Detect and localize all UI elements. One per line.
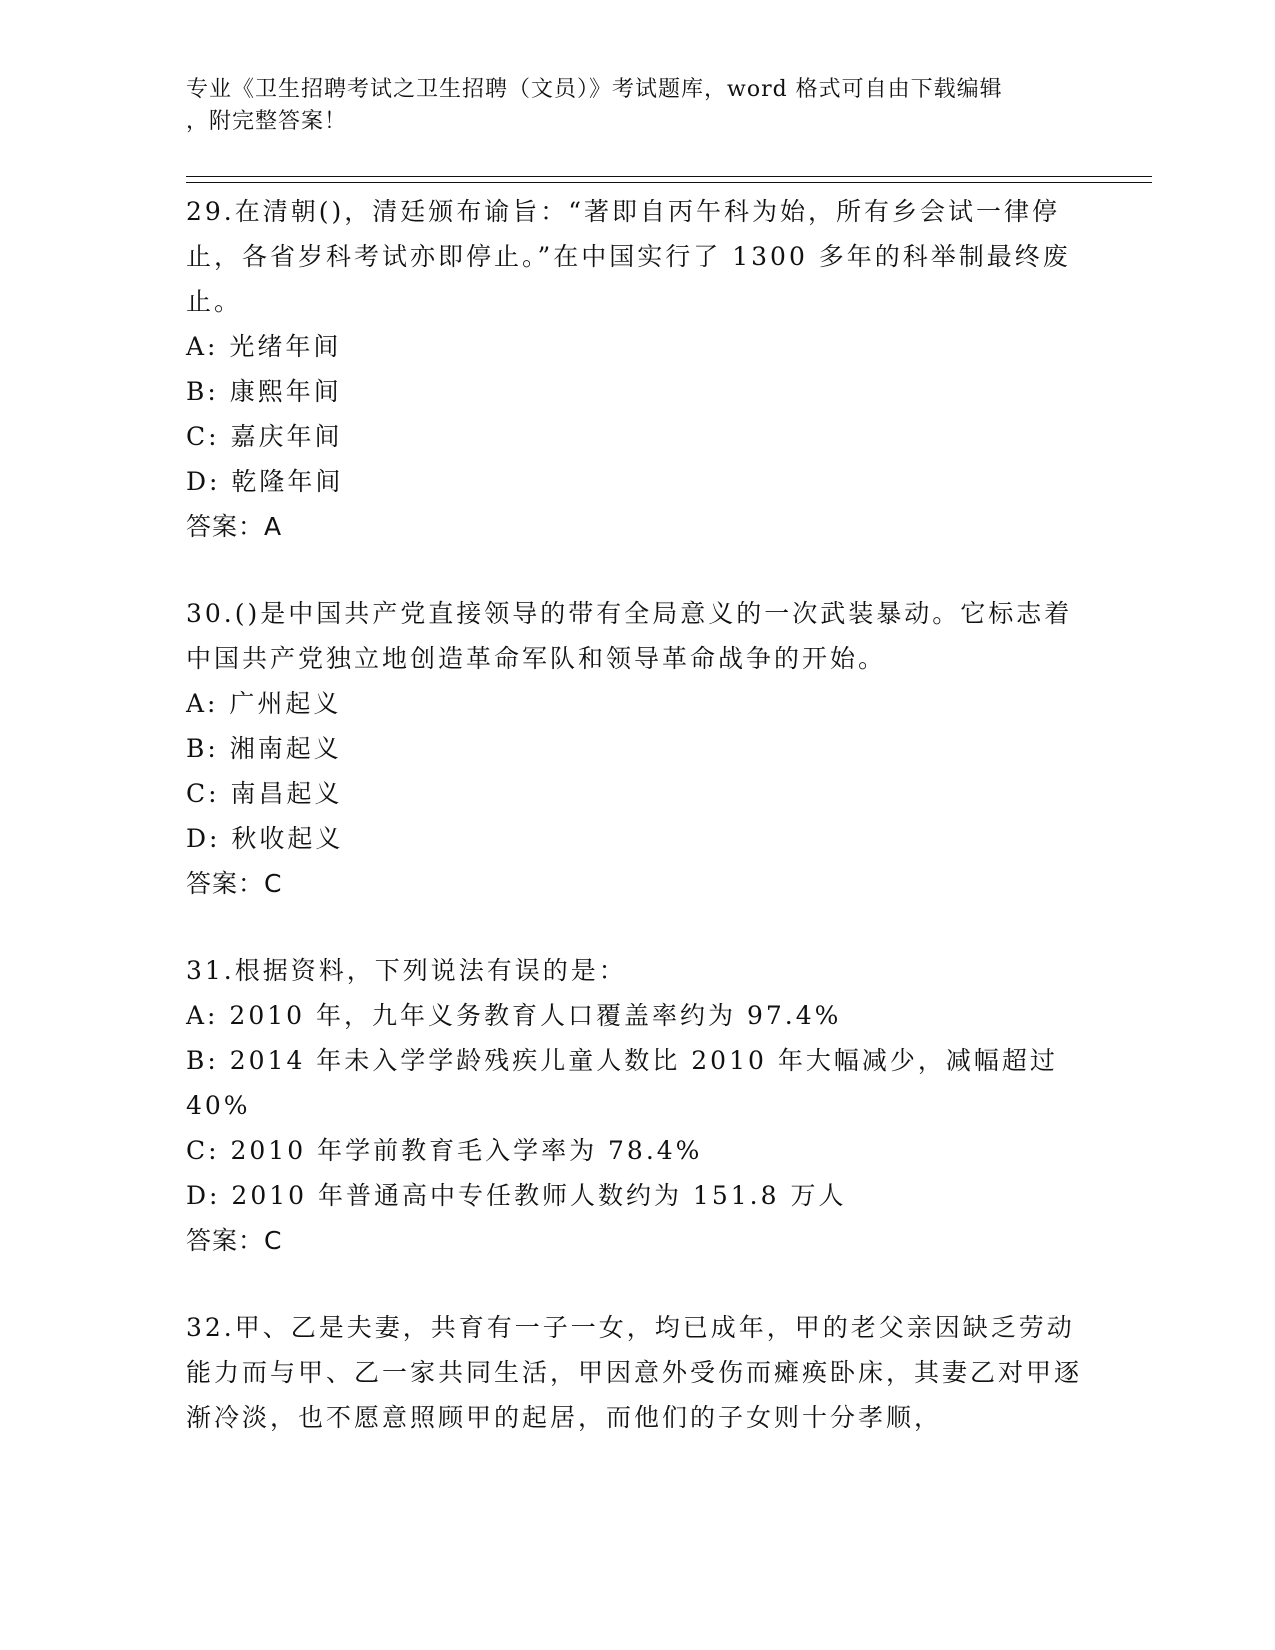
question-32: [186, 1305, 1086, 1440]
option-a: A: 光绪年间: [186, 332, 342, 361]
option-a: A: 2010 年，九年义务教育人口覆盖率约为 97.4%: [186, 1001, 842, 1030]
header-line-2: ，附完整答案！: [186, 109, 348, 134]
option-a: A: 广州起义: [186, 689, 342, 718]
question-31: [186, 948, 1086, 1263]
option-c: C: 南昌起义: [186, 779, 343, 808]
question-30: [186, 591, 1086, 906]
header-divider-top: [186, 176, 1152, 177]
option-d: D: 2010 年普通高中专任教师人数约为 151.8 万人: [186, 1181, 847, 1210]
question-29: [186, 189, 1086, 549]
answer: 答案：A: [186, 512, 283, 541]
option-c: C: 嘉庆年间: [186, 422, 343, 451]
question-text: 30.()是中国共产党直接领导的带有全局意义的一次武装暴动。它标志着中国共产党独立地创造革命军队和领导革命战争的开始。: [186, 599, 1073, 673]
document-header: [186, 74, 1086, 138]
header-line-1: 专业《卫生招聘考试之卫生招聘（文员）》考试题库，word 格式可自由下载编辑: [186, 77, 1003, 102]
question-text: 32.甲、乙是夫妻，共育有一子一女，均已成年，甲的老父亲因缺乏劳动能力而与甲、乙一家共同生活，甲因意外受伤而瘫痪卧床，其妻乙对甲逐渐冷淡，也不愿意照顾甲的起居，而他们的子女则十分孝顺，: [186, 1313, 1083, 1432]
option-b: B: 康熙年间: [186, 377, 342, 406]
option-b: B: 湘南起义: [186, 734, 342, 763]
header-divider-bottom: [186, 182, 1152, 183]
option-c: C: 2010 年学前教育毛入学率为 78.4%: [186, 1136, 703, 1165]
answer: 答案：C: [186, 1226, 283, 1255]
question-text: 31.根据资料，下列说法有误的是：: [186, 956, 627, 985]
option-d: D: 秋收起义: [186, 824, 344, 853]
question-text: 29.在清朝()，清廷颁布谕旨：“著即自丙午科为始，所有乡会试一律停止，各省岁科考试亦即停止。”在中国实行了 1300 多年的科举制最终废止。: [186, 197, 1071, 316]
option-d: D: 乾隆年间: [186, 467, 344, 496]
answer: 答案：C: [186, 869, 283, 898]
question-list: [186, 189, 1086, 1482]
option-b: B: 2014 年未入学学龄残疾儿童人数比 2010 年大幅减少，减幅超过 40%: [186, 1046, 1058, 1120]
